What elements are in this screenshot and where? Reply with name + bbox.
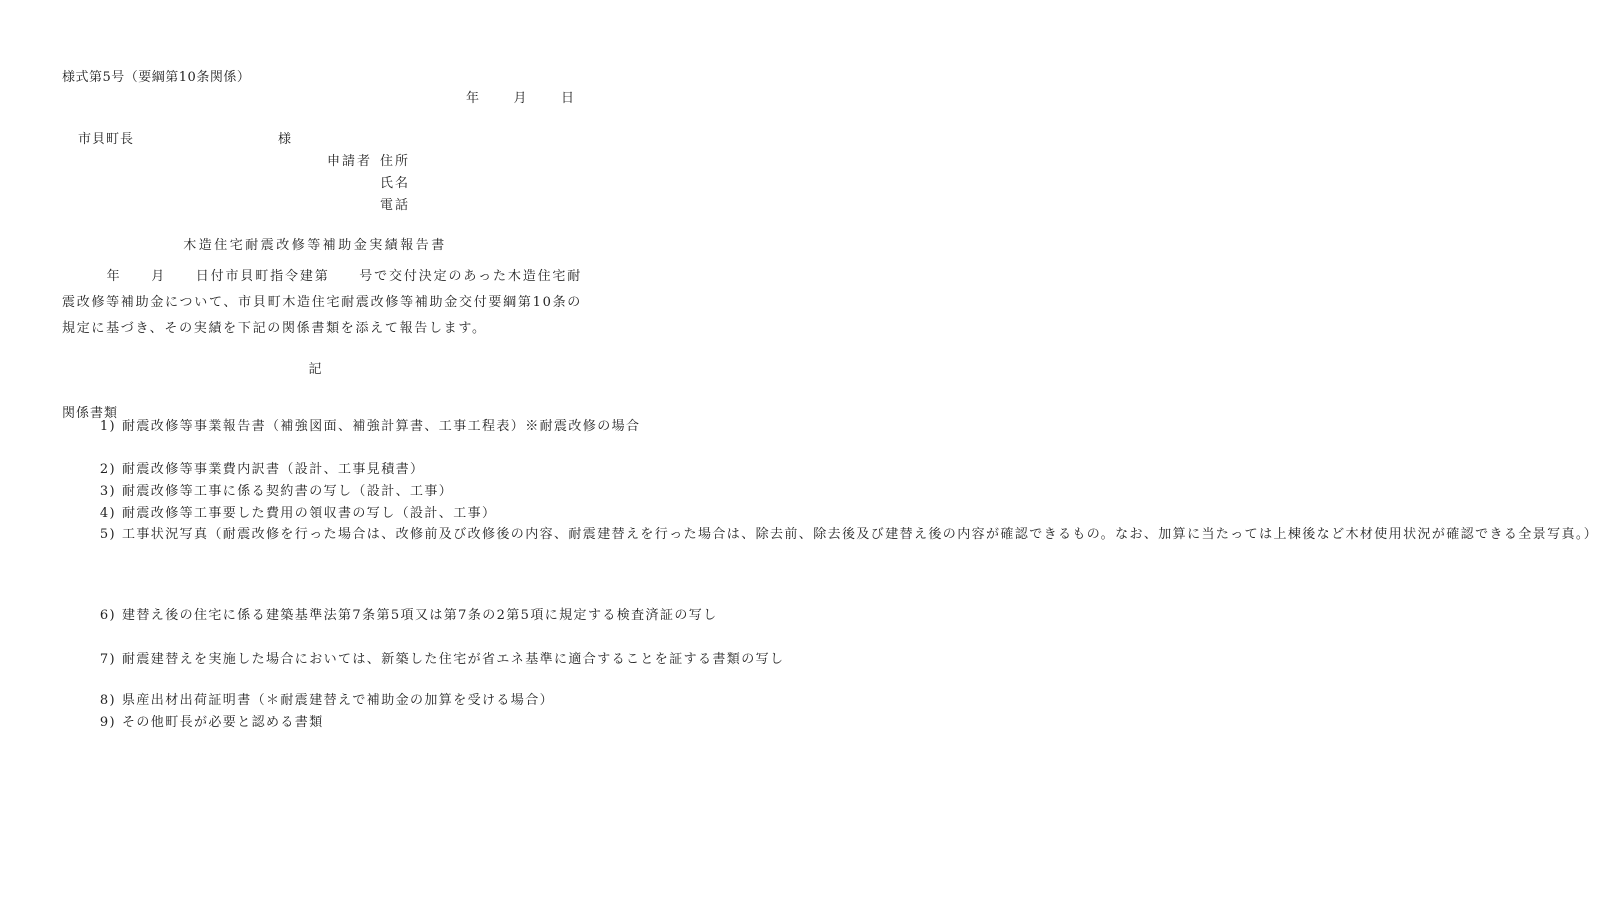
document-item-number: 7) [99,652,116,667]
date-day: 日 [561,91,575,106]
document-title: 木造住宅耐震改修等補助金実績報告書 [183,238,447,253]
document-item-text: 耐震改修等事業費内訳書（設計、工事見積書） [122,462,425,477]
document-item-number: 4) [99,506,116,521]
document-item-number: 6) [99,608,116,623]
applicant-address-label: 住所 [380,154,411,169]
document-item-number: 2) [99,462,116,477]
document-item-5 [92,522,1598,548]
document-item-6 [92,603,718,629]
body-paragraph: 年 月 日付市貝町指令建第 号で交付決定のあった木造住宅耐震改修等補助金について、市貝町木造住宅耐震改修等補助金交付要綱第10条の規定に基づき、その実績を下記の関係書類を添えて報告します。 [62,269,582,336]
document-item-text: 耐震改修等事業報告書（補強図面、補強計算書、工事工程表）※耐震改修の場合 [122,419,641,434]
document-item-number: 5) [99,527,116,542]
document-item-number: 9) [99,715,116,730]
document-item-number: 8) [99,693,116,708]
applicant-label: 申請者 [327,154,373,169]
document-item-text: 工事状況写真（耐震改修を行った場合は、改修前及び改修後の内容、耐震建替えを行った場合は、除去前、除去後及び建替え後の内容が確認できるもの。なお、加算に当たっては上棟後など木材使用状況が確認できる全景写真。） [122,527,1598,542]
document-item-text: 県産出材出荷証明書（＊耐震建替えで補助金の加算を受ける場合） [122,693,555,708]
date-line [466,87,575,106]
document-item-text: その他町長が必要と認める書類 [122,715,324,730]
applicant-phone-label: 電話 [380,198,411,213]
honorific: 様 [278,132,292,147]
documents-heading: 関係書類 [62,406,119,421]
form-number: 様式第5号（要綱第10条関係） [62,70,251,85]
document-item-text: 耐震改修等工事に係る契約書の写し（設計、工事） [122,484,454,499]
ki-marker: 記 [308,362,322,377]
document-item-7 [92,647,785,673]
document-item-1 [92,414,641,440]
date-year: 年 [466,91,480,106]
date-month: 月 [513,91,528,106]
document-item-text: 耐震建替えを実施した場合においては、新築した住宅が省エネ基準に適合することを証する書類の写し [122,652,785,667]
document-item-number: 1) [99,419,116,434]
document-item-9 [92,710,584,736]
document-item-text: 建替え後の住宅に係る建築基準法第7条第5項又は第7条の2第5項に規定する検査済証の写し [122,608,718,623]
applicant-name-label: 氏名 [380,176,411,191]
document-item-text: 耐震改修等工事要した費用の領収書の写し（設計、工事） [122,506,497,521]
document-item-number: 3) [99,484,116,499]
addressee: 市貝町長 [78,132,135,147]
